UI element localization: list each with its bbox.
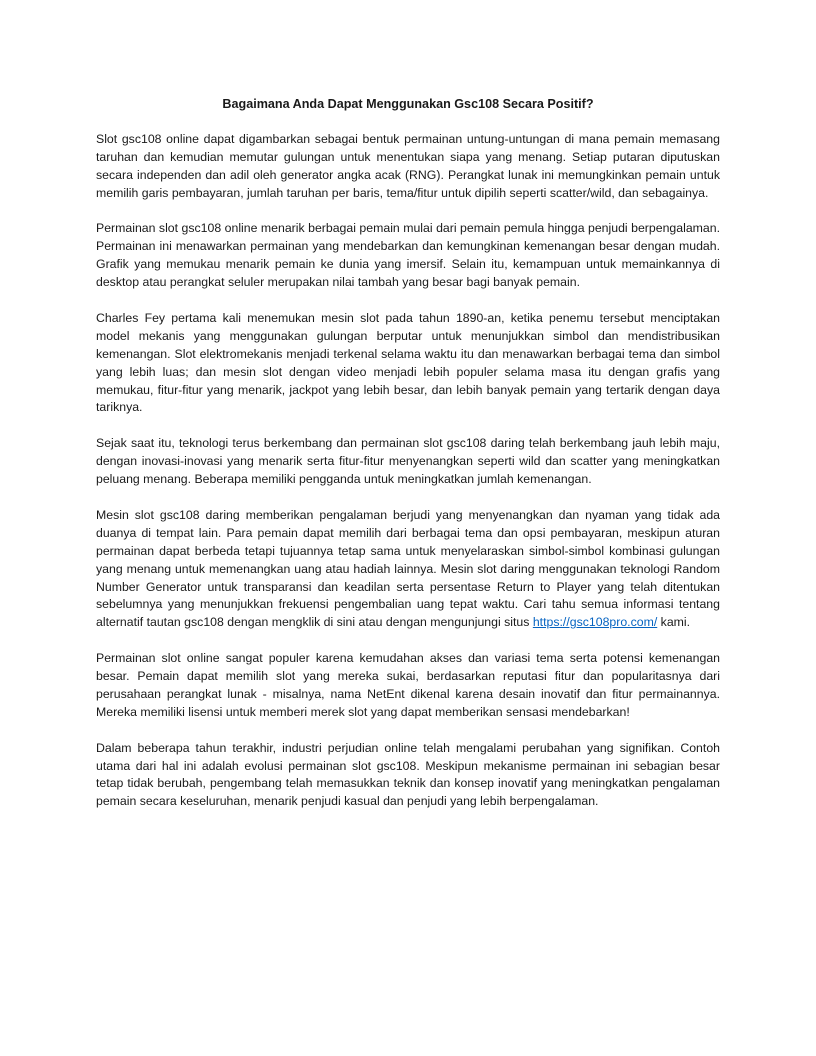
paragraph-7: Dalam beberapa tahun terakhir, industri perjudian online telah mengalami perubahan yang signifikan. Contoh utama dari hal ini adalah evolusi permainan slot gsc108. Meskipun mekanisme permainan ini sebagian besar tetap tidak berubah, pengembang telah memasukkan teknik dan konsep inovatif yang meningkatkan pengalaman pemain secara keseluruhan, menarik penjudi kasual dan penjudi yang lebih berpengalaman.	[96, 740, 720, 809]
paragraph-6: Permainan slot online sangat populer karena kemudahan akses dan variasi tema serta potensi kemenangan besar. Pemain dapat memilih slot yang mereka sukai, berdasarkan reputasi fitur dan popularitasnya dari perusahaan perangkat lunak - misalnya, nama NetEnt dikenal karena desain inovatif dan fitur permainannya. Mereka memiliki lisensi untuk memberi merek slot yang dapat memberikan sensasi mendebarkan!	[96, 651, 720, 719]
document-title: Bagaimana Anda Dapat Menggunakan Gsc108 Secara Positif?	[222, 97, 594, 111]
paragraph-5-text: Mesin slot gsc108 daring memberikan pengalaman berjudi yang menyenangkan dan nyaman yang tidak ada duanya di tempat lain. Para pemain dapat memilih dari berbagai tema dan opsi pembayaran, meskipun aturan permainan dapat berbeda tetapi tujuannya tetap sama untuk menyelaraskan simbol-simbol kombinasi gulungan yang menang untuk memenangkan uang atau hadiah lainnya. Mesin slot daring menggunakan teknologi Random Number Generator untuk transparansi dan keadilan serta persentase Return to Player yang telah ditentukan sebelumnya yang menunjukkan frekuensi pengembalian uang tepat waktu. Cari tahu semua informasi tentang alternatif tautan gsc108 dengan mengklik di sini atau dengan mengunjungi situs	[96, 507, 720, 630]
paragraph-1: Slot gsc108 online dapat digambarkan sebagai bentuk permainan untung-untungan di mana pemain memasang taruhan dan kemudian memutar gulungan untuk menentukan siapa yang menang. Setiap putaran diputuskan secara independen dan adil oleh generator angka acak (RNG). Perangkat lunak ini memungkinkan pemain untuk memilih garis pembayaran, jumlah taruhan per baris, tema/fitur untuk dipilih seperti scatter/wild, dan sebagainya.	[96, 131, 720, 200]
paragraph-2: Permainan slot gsc108 online menarik berbagai pemain mulai dari pemain pemula hingga penjudi berpengalaman. Permainan ini menawarkan permainan yang mendebarkan dan kemungkinan kemenangan besar dengan mudah. Grafik yang memukau menarik pemain ke dunia yang imersif. Selain itu, kemampuan untuk memainkannya di desktop atau perangkat seluler merupakan nilai tambah yang besar bagi banyak pemain.	[96, 221, 720, 290]
paragraph-5-tail: kami.	[657, 615, 691, 630]
paragraph-5	[96, 507, 720, 632]
paragraph-4: Sejak saat itu, teknologi terus berkembang dan permainan slot gsc108 daring telah berkembang jauh lebih maju, dengan inovasi-inovasi yang menarik serta fitur-fitur menyenangkan seperti wild dan scatter yang meningkatkan peluang menang. Beberapa memiliki pengganda untuk meningkatkan jumlah kemenangan.	[96, 436, 720, 487]
paragraph-3: Charles Fey pertama kali menemukan mesin slot pada tahun 1890-an, ketika penemu tersebut menciptakan model mekanis yang menggunakan gulungan berputar untuk menunjukkan simbol dan mendistribusikan kemenangan. Slot elektromekanis menjadi terkenal selama waktu itu dan menawarkan berbagai tema dan simbol yang lebih luas; dan mesin slot dengan video menjadi lebih populer selama masa itu dengan grafis yang memukau, fitur-fitur yang menarik, jackpot yang lebih besar, dan lebih banyak pemain yang tertarik dengan daya tariknya.	[96, 310, 720, 415]
document-page	[96, 96, 720, 829]
site-link[interactable]: https://gsc108pro.com/	[532, 615, 658, 630]
